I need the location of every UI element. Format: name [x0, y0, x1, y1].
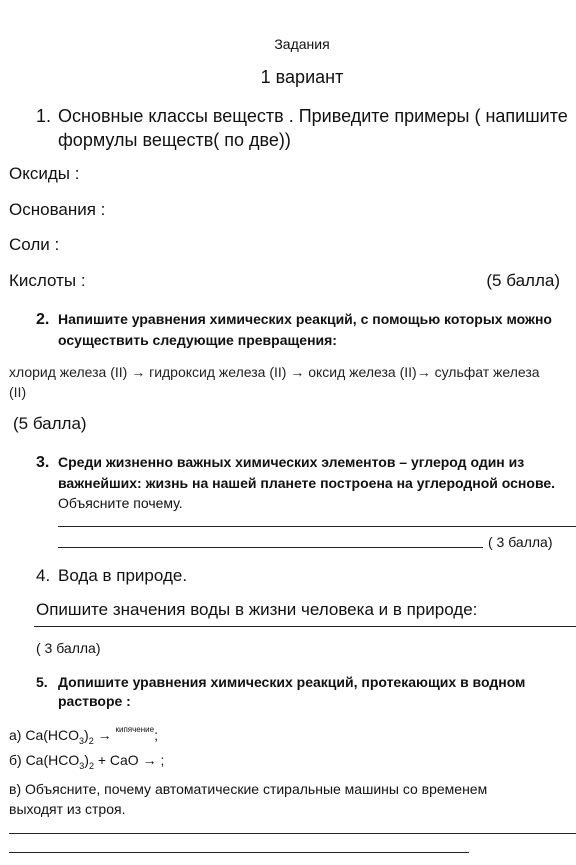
reaction-condition: кипячение	[115, 725, 155, 734]
question-number: 2.	[36, 311, 50, 328]
category-acids: Кислоты :	[9, 271, 86, 290]
score-q3: ( 3 балла)	[488, 534, 553, 550]
answer-line	[58, 526, 576, 527]
question-text: Допишите уравнения химических реакций, протекающих в водном	[58, 674, 526, 690]
question-number: 3.	[36, 454, 50, 471]
question-3	[36, 452, 555, 513]
question-text: в) Объясните, почему автоматические стиральные машины со временем	[9, 781, 488, 797]
category-oxides: Оксиды :	[9, 164, 80, 183]
question-text: Среди жизненно важных химических элементов – углерод один из	[58, 454, 525, 470]
question-5	[36, 673, 525, 711]
score-q1: (5 балла)	[486, 271, 560, 290]
answer-line	[58, 547, 483, 548]
question-title: Вода в природе.	[58, 566, 188, 585]
question-4	[36, 566, 187, 586]
question-2	[36, 309, 552, 350]
answer-line	[9, 833, 576, 834]
question-text: Напишите уравнения химических реакций, с помощью которых можно	[58, 311, 552, 327]
category-salts: Соли :	[9, 235, 60, 254]
transformation-chain	[9, 362, 540, 402]
chain-line: (II)	[9, 384, 27, 400]
score-q2: (5 балла)	[13, 414, 87, 433]
equation-a: а) $Ca(HCO_3)_2 \to ^{кипячение}$;	[9, 725, 158, 746]
equation-b: б) $Ca(HCO_3)_2$ + CaO → ;	[9, 752, 165, 771]
question-number: 5.	[36, 674, 48, 690]
answer-line	[34, 626, 576, 627]
question-text: формулы веществ( по две))	[58, 130, 291, 150]
variant-heading: 1 вариант	[260, 67, 344, 87]
category-bases: Основания :	[9, 200, 106, 219]
score-q4: ( 3 балла)	[36, 640, 101, 656]
question-text: важнейших: жизнь на нашей планете построена на углеродной основе.	[58, 475, 556, 491]
chain-line: хлорид железа (II) → гидроксид железа (II) → оксид железа (II)→ сульфат железа	[9, 364, 540, 380]
question-text: осуществить следующие превращения:	[58, 332, 337, 348]
page-title: Задания	[274, 36, 330, 52]
question-text: Объясните почему.	[58, 495, 183, 511]
answer-line	[9, 852, 469, 853]
question-text: растворе :	[58, 693, 131, 709]
question-4-prompt: Опишите значения воды в жизни человека и в природе:	[36, 600, 478, 619]
question-1	[36, 104, 568, 152]
question-text: выходят из строя.	[9, 801, 126, 817]
question-number: 4.	[36, 566, 51, 585]
question-number: 1.	[36, 106, 52, 126]
question-5c	[9, 779, 487, 819]
question-text: Основные классы веществ . Приведите примеры ( напишите	[58, 106, 568, 126]
